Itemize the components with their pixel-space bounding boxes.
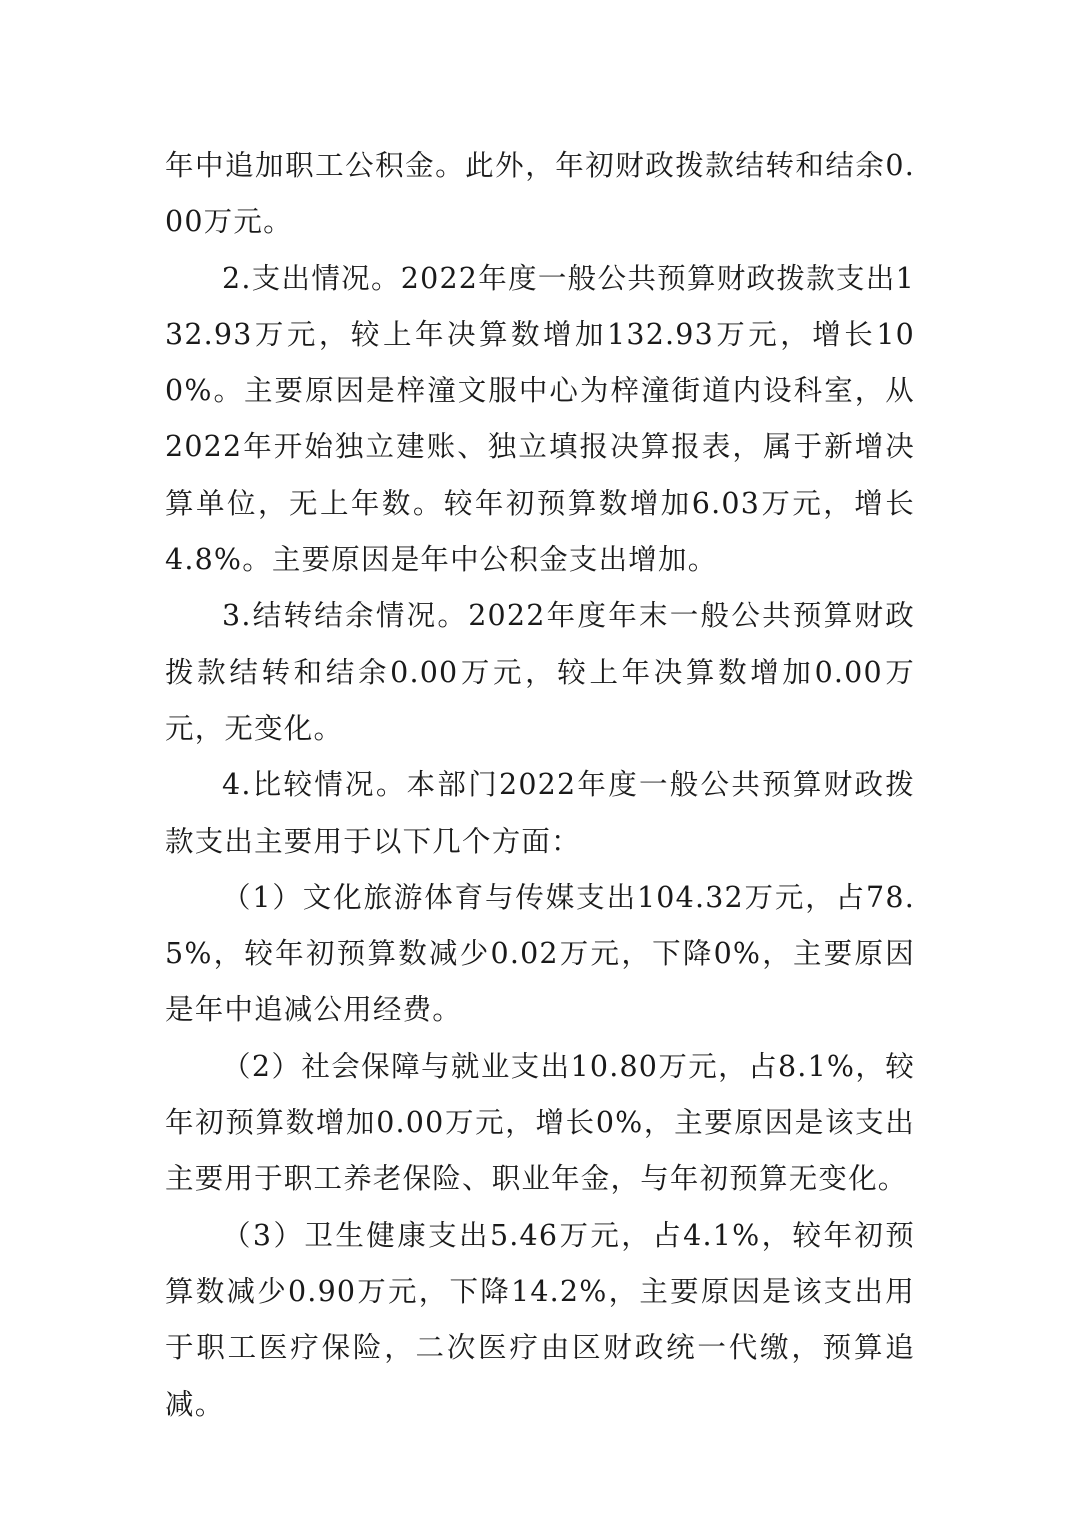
paragraph-item-3: （3）卫生健康支出5.46万元，占4.1%，较年初预算数减少0.90万元，下降14.2%，主要原因是该支出用于职工医疗保险，二次医疗由区财政统一代缴，预算追减。 — [165, 1218, 915, 1421]
paragraph-comparison: 4.比较情况。本部门2022年度一般公共预算财政拨款支出主要用于以下几个方面： — [165, 768, 915, 858]
paragraph-carryover: 3.结转结余情况。2022年度年末一般公共预算财政拨款结转和结余0.00万元，较上年决算数增加0.00万元，无变化。 — [165, 599, 915, 745]
paragraph-income-continued: 年中追加职工公积金。此外，年初财政拨款结转和结余0.00万元。 — [165, 149, 915, 239]
body-text — [165, 138, 915, 1433]
paragraph-item-2: （2）社会保障与就业支出10.80万元，占8.1%，较年初预算数增加0.00万元，增长0%，主要原因是该支出主要用于职工养老保险、职业年金，与年初预算无变化。 — [165, 1049, 915, 1196]
paragraph-item-1: （1）文化旅游体育与传媒支出104.32万元，占78.5%，较年初预算数减少0.02万元，下降0%，主要原因是年中追减公用经费。 — [165, 880, 915, 1027]
paragraph-expenditure: 2.支出情况。2022年度一般公共预算财政拨款支出132.93万元，较上年决算数增加132.93万元，增长100%。主要原因是梓潼文服中心为梓潼街道内设科室，从2022年开始独立建账、独立填报决算报表，属于新增决算单位，无上年数。较年初预算数增加6.03万元，增长4.8%。主要原因是年中公积金支出增加。 — [165, 261, 915, 577]
